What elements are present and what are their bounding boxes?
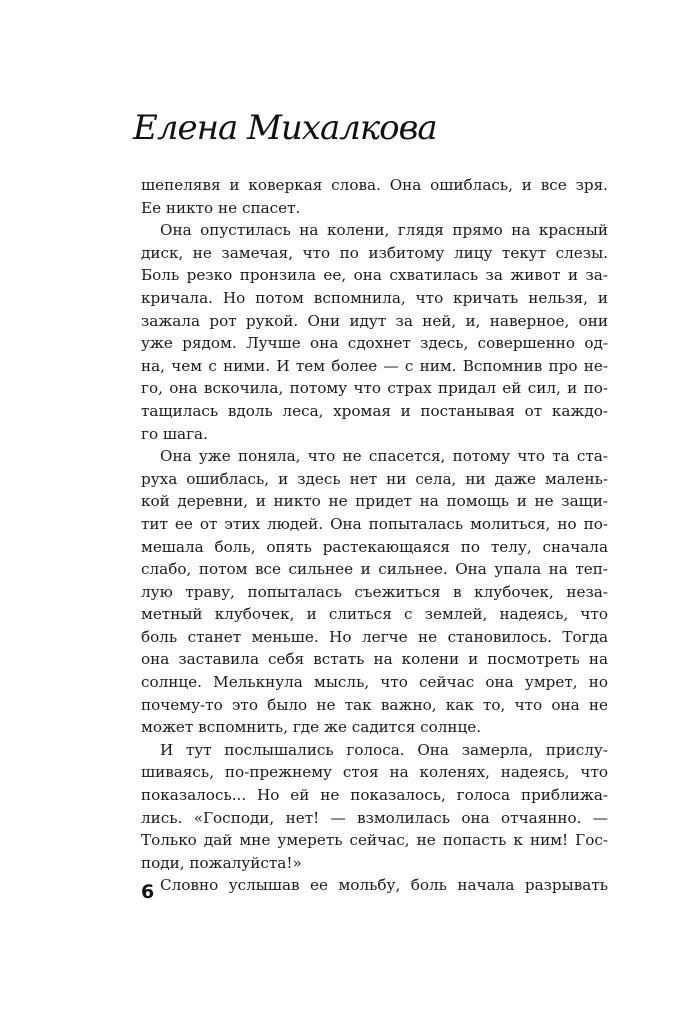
text-line: Ее никто не спасет.: [141, 198, 301, 217]
running-header-author: Елена Михалкова: [133, 108, 437, 148]
text-line: Она уже поняла, что не спасется, потому что та ста-: [160, 447, 608, 466]
page-body-text: [141, 174, 608, 897]
text-line: Она опустилась на колени, глядя прямо на красный: [160, 221, 608, 240]
text-line: солнце. Мелькнула мысль, что сейчас она умрет, но: [141, 673, 608, 692]
text-line: шиваясь, по-прежнему стоя на коленях, надеясь, что: [141, 763, 608, 782]
text-line: го, она вскочила, потому что страх придал ей сил, и по-: [141, 379, 608, 398]
text-line: показалось... Но ей не показалось, голоса приближа-: [141, 786, 608, 805]
text-line: она заставила себя встать на колени и посмотреть на: [141, 650, 608, 669]
text-line: Только дай мне умереть сейчас, не попасть к ним! Гос-: [141, 831, 608, 850]
text-line: поди, пожалуйста!»: [141, 853, 302, 872]
text-line: Боль резко пронзила ее, она схватилась за живот и за-: [141, 266, 608, 285]
text-line: диск, не замечая, что по избитому лицу текут слезы.: [141, 243, 608, 262]
text-line: боль станет меньше. Но легче не становилось. Тогда: [141, 627, 608, 646]
text-line: И тут послышались голоса. Она замерла, прислу-: [160, 740, 608, 759]
text-line: лись. «Господи, нет! — взмолилась она отчаянно. —: [141, 808, 608, 827]
text-line: зажала рот рукой. Они идут за ней, и, наверное, они: [141, 311, 608, 330]
text-line: кой деревни, и никто не придет на помощь и не защи-: [141, 492, 608, 511]
text-line: кричала. Но потом вспомнила, что кричать нельзя, и: [141, 288, 608, 307]
text-line: Словно услышав ее мольбу, боль начала разрывать: [160, 876, 608, 895]
text-line: уже рядом. Лучше она сдохнет здесь, совершенно од-: [141, 334, 608, 353]
text-line: мешала боль, опять растекающаяся по телу, сначала: [141, 537, 608, 556]
text-line: го шага.: [141, 424, 208, 443]
text-line: слабо, потом все сильнее и сильнее. Она упала на теп-: [141, 560, 608, 579]
text-line: на, чем с ними. И тем более — с ним. Вспомнив про не-: [141, 356, 608, 375]
text-line: может вспомнить, где же садится солнце.: [141, 718, 482, 737]
page-number: 6: [141, 881, 155, 903]
text-line: шепелявя и коверкая слова. Она ошиблась, и все зря.: [141, 176, 608, 194]
text-line: тащилась вдоль леса, хромая и постанывая от каждо-: [141, 401, 608, 420]
text-line: почему-то это было не так важно, как то, что она не: [141, 695, 608, 714]
text-line: тит ее от этих людей. Она попыталась молиться, но по-: [141, 514, 608, 533]
text-line: руха ошиблась, и здесь нет ни села, ни даже малень-: [141, 469, 608, 488]
text-line: лую траву, попыталась съежиться в клубочек, неза-: [141, 582, 608, 601]
text-line: метный клубочек, и слиться с землей, надеясь, что: [141, 605, 608, 624]
